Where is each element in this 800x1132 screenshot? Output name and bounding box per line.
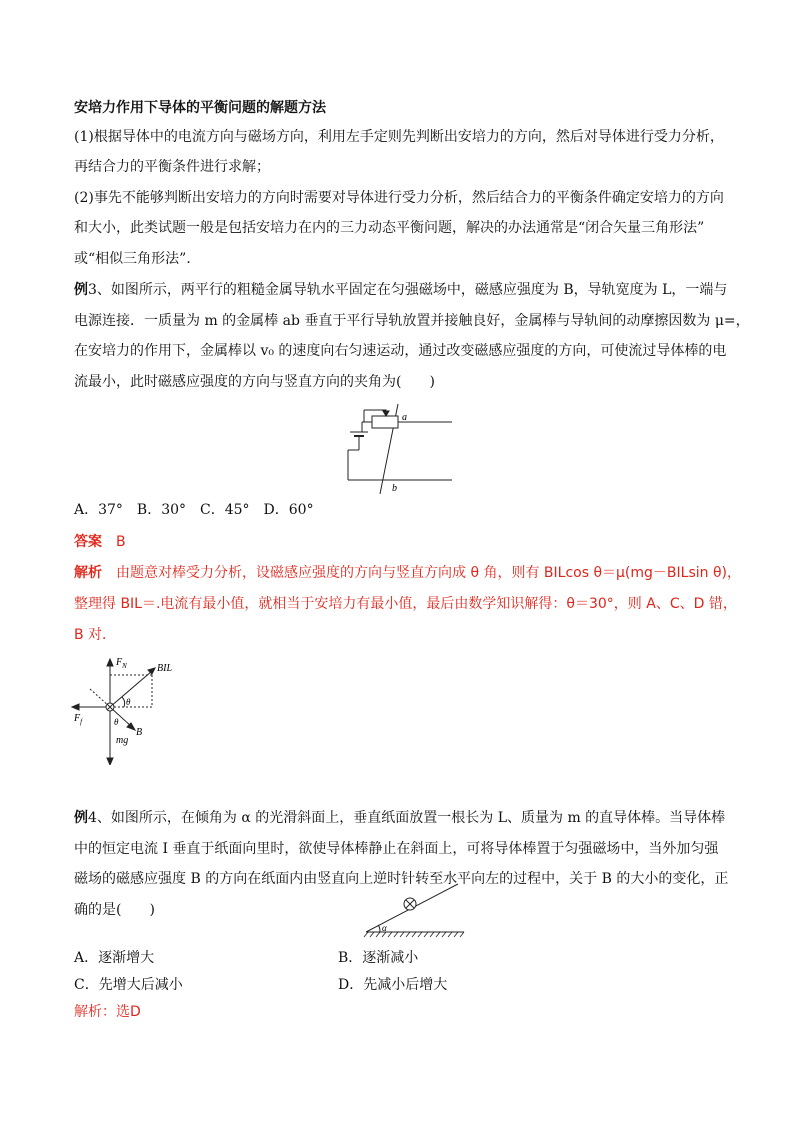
label-a: a <box>402 412 407 423</box>
analysis-line: 整理得 BIL＝.电流有最小值，就相当于安培力有最小值，最后由数学知识解得：θ＝30°，则 A、C、D 错， <box>74 596 737 612</box>
analysis-line: B 对． <box>74 627 117 643</box>
answer-label: 答案 <box>74 534 102 550</box>
example3-line: 例3、如图所示，两平行的粗糙金属导轨水平固定在匀强磁场中，磁感应强度为 B，导轨宽度为 L，一端与 <box>74 282 728 298</box>
option-a: A．逐渐增大 <box>74 950 155 966</box>
example4-line: 中的恒定电流 I 垂直于纸面向里时，欲使导体棒静止在斜面上，可将导体棒置于匀强磁场中，当外加匀强 <box>74 841 719 857</box>
label-mg: mg <box>116 735 129 746</box>
label-b: b <box>392 483 397 494</box>
option-c: C．先增大后减小 <box>74 977 183 993</box>
analysis-line: 解析 由题意对棒受力分析，设磁感应强度的方向与竖直方向成 θ 角，则有 BILcos θ＝μ(mg－BILsin θ)， <box>74 565 741 581</box>
example4-line: 磁场的磁感应强度 B 的方向在纸面内由竖直向上逆时针转至水平向左的过程中，关于 B 的大小的变化，正 <box>74 871 729 887</box>
label-ff: $F_f$ <box>74 713 83 726</box>
example3-line: 在安培力的作用下，金属棒以 v₀ 的速度向右匀速运动，通过改变磁感应强度的方向，可使流过导体棒的电 <box>74 343 727 359</box>
option-b: B．逐渐减小 <box>338 950 419 966</box>
option-d: D．先减小后增大 <box>338 977 448 993</box>
example4-analysis: 解析：选D <box>74 1004 141 1020</box>
label-alpha: α <box>382 923 387 933</box>
analysis-label: 解析 <box>74 565 102 581</box>
example4-line: 例4、如图所示，在倾角为 α 的光滑斜面上，垂直纸面放置一根长为 L、质量为 m 的直导体棒。当导体棒 <box>74 810 726 826</box>
method-line: 或“相似三角形法”． <box>74 251 201 267</box>
incline-figure <box>360 880 470 940</box>
method-line: 再结合力的平衡条件进行求解； <box>74 159 270 175</box>
method-line: 和大小，此类试题一般是包括安培力在内的三力动态平衡问题，解决的办法通常是“闭合矢量三角形法” <box>74 220 705 236</box>
label-b-vector: B <box>136 727 143 738</box>
example4-label: 例 <box>74 810 88 826</box>
label-theta1: θ <box>126 697 131 707</box>
example4-line: 确的是( ) <box>74 902 155 918</box>
label-theta2: θ <box>114 717 119 727</box>
example3-label: 例 <box>74 282 88 298</box>
answer-line <box>74 532 126 552</box>
example3-line: 电源连接．一质量为 m 的金属棒 ab 垂直于平行导轨放置并接触良好，金属棒与导轨间的动摩擦因数为 μ=， <box>74 313 750 329</box>
method-line: (1)根据导体中的电流方向与磁场方向，利用左手定则先判断出安培力的方向，然后对导体进行受力分析， <box>74 129 724 145</box>
label-fn: $F_N$ <box>116 657 127 670</box>
answer-value: B <box>116 534 126 550</box>
example3-line: 流最小，此时磁感应强度的方向与竖直方向的夹角为( ) <box>74 374 435 390</box>
method-line: (2)事先不能够判断出安培力的方向时需要对导体进行受力分析，然后结合力的平衡条件确定安培力的方向 <box>74 190 724 206</box>
force-diagram <box>70 655 190 765</box>
rail-circuit-figure <box>340 402 460 494</box>
label-bil: BIL <box>157 663 172 674</box>
example3-options: A．37° B．30° C．45° D．60° <box>74 502 314 518</box>
section-heading: 安培力作用下导体的平衡问题的解题方法 <box>74 100 326 116</box>
